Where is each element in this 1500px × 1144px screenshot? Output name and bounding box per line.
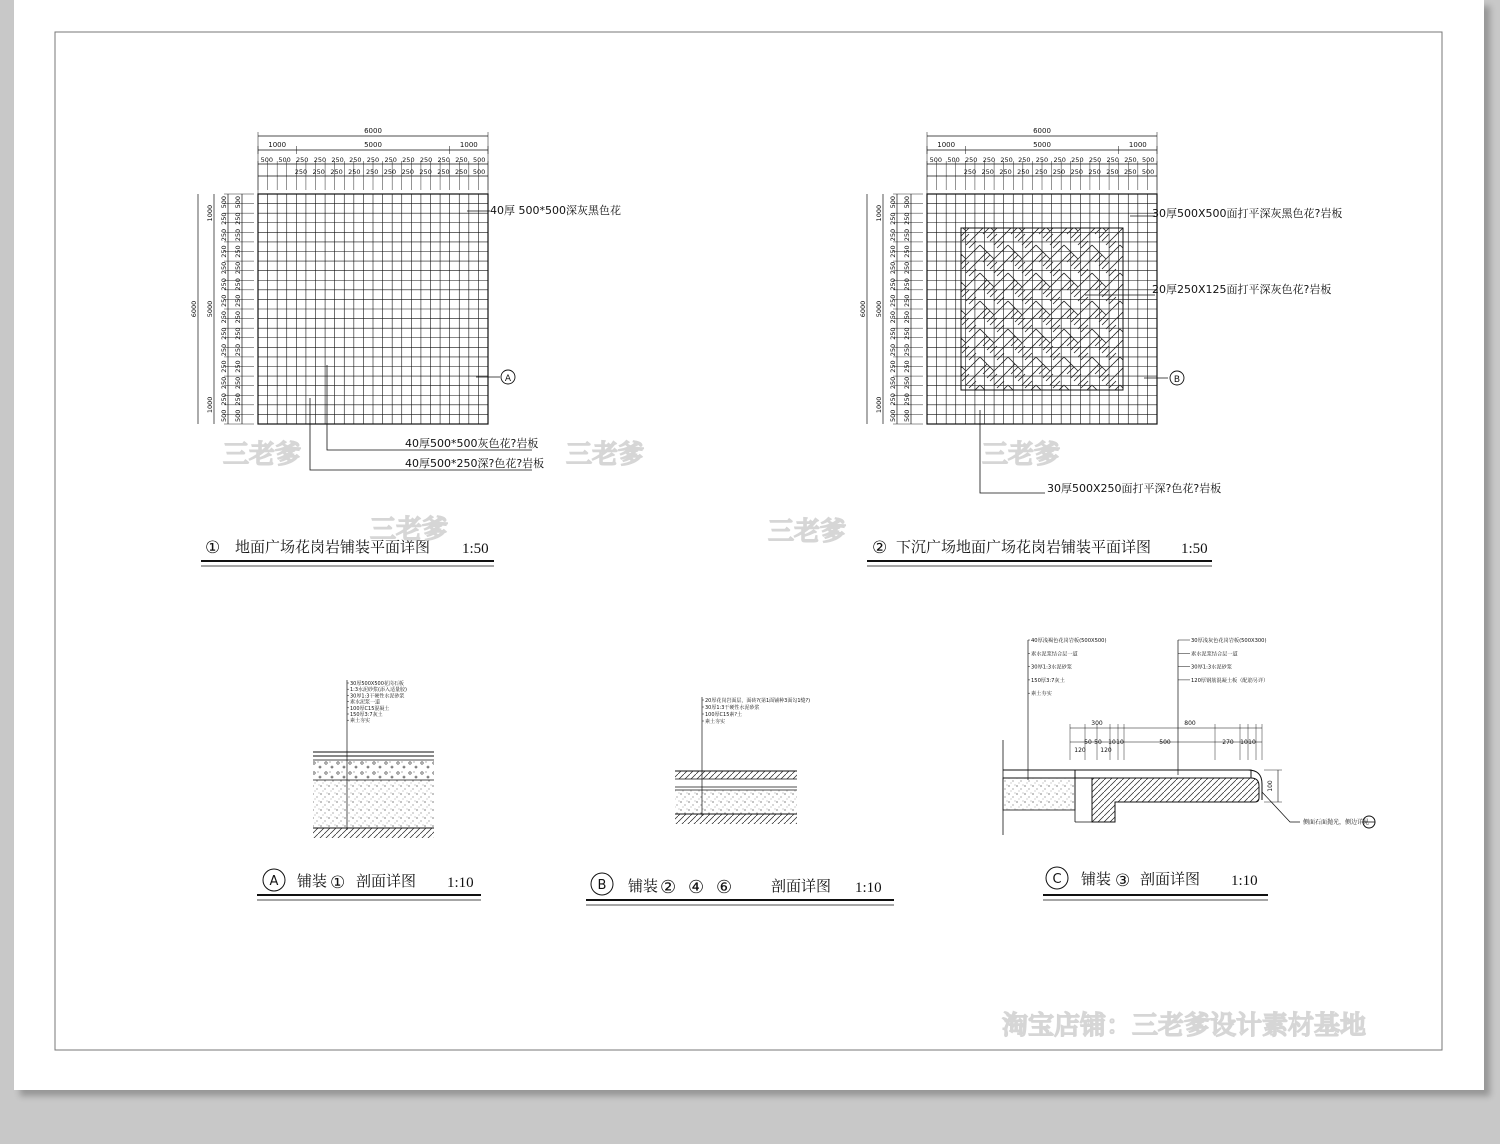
- svg-text:A: A: [269, 874, 279, 889]
- dim-text-cell: 250: [331, 156, 344, 164]
- plan-2-callout-3: 30厚500X250面打平深?色花?岩板: [1047, 482, 1222, 495]
- plan-2-scale: 1:50: [1181, 541, 1208, 557]
- note-text: 30厚1:3水泥砂浆: [1031, 664, 1072, 671]
- dim-text-cell: 250: [330, 168, 343, 176]
- dim-text-left-cell: 250: [220, 278, 228, 291]
- dim-text-left-cell: 250: [889, 343, 897, 357]
- note-text: 150厚3:7灰土: [1031, 677, 1065, 684]
- plan-1-scale: 1:50: [462, 541, 489, 557]
- dim-text-cell: 250: [1071, 156, 1084, 164]
- dim-text-left-cell: 250: [234, 311, 242, 324]
- dim-text-cell: 250: [294, 168, 308, 176]
- section-a-num: ①: [330, 873, 346, 893]
- dim-text-cell: 250: [1088, 156, 1102, 164]
- plan-1-callout-bottom-1: 40厚500*500灰色花?岩板: [405, 437, 539, 450]
- plan-2-callout-2: 20厚250X125面打平深灰色花?岩板: [1152, 283, 1332, 296]
- dim-text-left-cell: 250: [234, 393, 242, 406]
- note-text: 20厚花岗岩面层，面砖?(第1面铺种3面勾1缝?): [705, 698, 811, 704]
- dim-text: 300: [1091, 720, 1103, 727]
- dim-text-left-cell: 250: [889, 294, 897, 307]
- dim-text-cell: 250: [1088, 168, 1101, 176]
- section-b-scale: 1:10: [855, 880, 882, 896]
- dim-text-left-cell: 500: [889, 196, 897, 209]
- dim-text-left-cell: 250: [903, 294, 911, 307]
- watermark-1: 三老爹: [223, 440, 302, 470]
- svg-text:B: B: [1173, 375, 1181, 385]
- section-c-scale: 1:10: [1231, 873, 1258, 889]
- section-c-label: 铺装: [1081, 870, 1112, 888]
- dim-text: 10: [1240, 739, 1248, 746]
- dim-text-cell: 250: [437, 156, 450, 164]
- dim-text-cell: 250: [402, 156, 415, 164]
- plan-2-herringbone-field: [961, 228, 1123, 390]
- dim-text-left-cell: 500: [903, 196, 911, 209]
- dim-text-cell: 250: [965, 156, 978, 164]
- plan-2: [859, 127, 1342, 566]
- dim-text-cell: 250: [384, 156, 397, 164]
- note-text: 素土夯实: [350, 718, 371, 725]
- dim-text-cell: 500: [278, 156, 291, 164]
- section-a: [257, 680, 481, 900]
- section-a-notes: [347, 680, 407, 724]
- dim-text-mid: 1000: [1128, 141, 1147, 149]
- dim-text-left-cell: 500: [889, 409, 897, 422]
- plan-2-callout-1: 30厚500X500面打平深灰黑色花?岩板: [1152, 207, 1343, 220]
- dim-text-cell: 500: [929, 156, 943, 164]
- section-b-label: 铺装: [628, 877, 659, 895]
- dim-text-left-cell: 250: [220, 294, 228, 307]
- dim-text-mid: 1000: [937, 141, 956, 149]
- dim-text-left-cell: 500: [220, 409, 228, 422]
- dim-text-left-total: 6000: [190, 300, 198, 318]
- section-b-num-2: ④: [688, 877, 705, 898]
- dim-text-left-cell: 250: [889, 376, 897, 390]
- watermark-4: 三老爹: [768, 517, 847, 547]
- dim-text-cell: 250: [313, 156, 327, 164]
- dim-text-cell: 250: [419, 168, 432, 176]
- dim-text-cell: 250: [1018, 156, 1031, 164]
- dim-text-cell: 250: [348, 168, 361, 176]
- dim-text-left-cell: 250: [234, 228, 242, 242]
- note-text: 40厚浅褐色花岗岩板(500X500): [1031, 638, 1107, 644]
- dim-text-cell: 250: [981, 168, 994, 176]
- dim-text-cell: 250: [1124, 156, 1137, 164]
- dim-text-left-cell: 250: [234, 245, 242, 258]
- section-a-scale: 1:10: [447, 875, 474, 891]
- dim-text-left-cell: 250: [889, 212, 897, 225]
- dim-text-left-cell: 250: [903, 393, 911, 406]
- note-text: 素水泥浆结合层一道: [1191, 651, 1238, 658]
- dim-text-left-cell: 250: [889, 278, 897, 291]
- watermark-5: 三老爹: [982, 440, 1061, 470]
- dim-text-left-cell: 250: [889, 327, 897, 340]
- dim-text-cell: 250: [999, 168, 1012, 176]
- dim-text-cell: 250: [296, 156, 309, 164]
- dim-text-total: 6000: [1033, 127, 1051, 135]
- dim-text-left-mid: 5000: [206, 300, 214, 318]
- dim-text-left-cell: 250: [234, 376, 242, 390]
- dim-text-cell: 500: [472, 156, 486, 164]
- note-text: 30厚500X500花岗石板: [350, 681, 404, 687]
- dim-text-left-cell: 250: [234, 278, 242, 291]
- section-a-title: 剖面详图: [356, 872, 417, 890]
- dim-text-left-cell: 500: [234, 196, 242, 209]
- dim-text-left-cell: 250: [903, 261, 911, 275]
- plan-1-title-num: ①: [205, 538, 221, 558]
- dim-text: 500: [1159, 739, 1171, 746]
- dim-text-left-cell: 250: [889, 311, 897, 324]
- dim-text-left-cell: 250: [220, 327, 228, 340]
- dim-text-left-cell: 250: [234, 294, 242, 307]
- svg-text:B: B: [597, 878, 607, 893]
- dim-text-cell: 250: [982, 156, 996, 164]
- dim-text: 10: [1108, 739, 1116, 746]
- section-c-num: ③: [1115, 871, 1131, 891]
- dim-text-cell: 250: [1034, 168, 1048, 176]
- dim-text-left-cell: 250: [220, 343, 228, 357]
- section-c: [1003, 636, 1375, 900]
- dim-text-left-cell: 250: [889, 228, 897, 242]
- dim-text-left-cell: 250: [220, 212, 228, 225]
- dim-text-left-cell: 250: [889, 360, 897, 373]
- dim-text-cell: 250: [366, 156, 380, 164]
- plan-1-callout-right: 40厚 500*500深灰黑色花: [490, 204, 621, 217]
- dim-text-left-cell: 500: [234, 409, 242, 422]
- dim-text-left-cell: 250: [234, 360, 242, 373]
- section-b-title: 剖面详图: [771, 877, 832, 895]
- note-text: 30厚浅灰色花岗岩板(500X300): [1191, 638, 1267, 644]
- plan-2-title: 下沉广场地面广场花岗岩铺装平面详图: [896, 538, 1152, 556]
- dim-text-cell: 250: [1035, 156, 1049, 164]
- dim-text: 10: [1248, 739, 1256, 746]
- dim-text-left-cell: 500: [903, 409, 911, 422]
- dim-text-left-cell: 250: [220, 228, 228, 242]
- svg-text:A: A: [504, 374, 512, 384]
- dim-text-cell: 250: [1124, 168, 1137, 176]
- note-text: 30厚1:3干硬性水泥砂浆: [350, 693, 405, 700]
- dim-text-left-cell: 250: [889, 393, 897, 406]
- dim-text-total: 6000: [364, 127, 382, 135]
- dim-text-mid: 1000: [268, 141, 287, 149]
- dim-text-cell: 250: [419, 156, 433, 164]
- dim-text-mid: 1000: [459, 141, 478, 149]
- note-text: 素土夯实: [705, 719, 726, 725]
- dim-text-left-cell: 250: [889, 245, 897, 258]
- dim-text: 800: [1184, 720, 1196, 727]
- note-text: 100厚C15混凝土: [350, 705, 390, 712]
- dim-text-cell: 250: [1070, 168, 1084, 176]
- dim-text-left-cell: 250: [220, 360, 228, 373]
- dim-text-cell: 250: [1017, 168, 1030, 176]
- dim-text-cell: 250: [349, 156, 362, 164]
- note-text: 素水泥浆一道: [350, 699, 381, 706]
- dim-text-left-mid: 5000: [875, 300, 883, 318]
- dim-text-cell: 500: [947, 156, 960, 164]
- dim-text-mid: 5000: [1033, 141, 1051, 149]
- dim-text-left-mid: 1000: [875, 396, 883, 414]
- dim-text-cell: 250: [455, 168, 468, 176]
- dim-text-left-cell: 250: [234, 343, 242, 357]
- dim-text-mid: 5000: [364, 141, 382, 149]
- dim-text-left-cell: 250: [903, 327, 911, 340]
- dim-text-left-cell: 250: [903, 228, 911, 242]
- plan-2-title-num: ②: [872, 538, 888, 558]
- note-text: 素土夯实: [1031, 691, 1052, 698]
- section-b: [586, 697, 894, 905]
- dim-text: 50: [1094, 739, 1102, 746]
- dim-text-left-cell: 250: [220, 393, 228, 406]
- dim-text-cell: 250: [437, 168, 450, 176]
- dim-text-left-cell: 250: [234, 327, 242, 340]
- dim-text-left-cell: 250: [234, 212, 242, 225]
- watermark-2: 三老爹: [566, 440, 645, 470]
- shop-watermark: 淘宝店铺：三老爹设计素材基地: [1002, 1011, 1367, 1041]
- section-b-notes: [702, 697, 810, 725]
- note-text: 30厚1:3干硬性水泥砂浆: [705, 705, 760, 711]
- dim-text-left-cell: 250: [903, 212, 911, 225]
- dim-text-cell: 500: [1141, 168, 1155, 176]
- plan-1-title: 地面广场花岗岩铺装平面详图: [235, 538, 431, 556]
- dim-text-left-cell: 250: [220, 376, 228, 390]
- dim-text-left-cell: 250: [903, 245, 911, 258]
- dim-text-cell: 500: [260, 156, 274, 164]
- dim-text-left-cell: 250: [903, 343, 911, 357]
- note-text: 1:3水泥砂浆(添入适量胶): [350, 687, 407, 694]
- dim-text: 120: [1100, 747, 1112, 754]
- note-text: 100厚C15素?土: [705, 712, 743, 718]
- svg-text:C: C: [1052, 872, 1062, 887]
- dim-text-left-cell: 250: [220, 245, 228, 258]
- dim-text-left-mid: 1000: [206, 396, 214, 414]
- note-text: 30厚1:3水泥砂浆: [1191, 664, 1232, 671]
- dim-text-left-mid: 1000: [206, 204, 214, 222]
- plan-1: [190, 127, 621, 566]
- dim-text: 120: [1074, 747, 1086, 754]
- dim-text-left-cell: 250: [220, 311, 228, 324]
- watermark-3: 三老爹: [370, 515, 449, 545]
- note-text: 120厚钢筋混凝土板（配筋另详）: [1191, 677, 1269, 684]
- dim-text-left-cell: 250: [903, 360, 911, 373]
- dim-text-cell: 250: [383, 168, 397, 176]
- section-b-num-3: ⑥: [716, 877, 733, 898]
- dim-text-cell: 500: [472, 168, 486, 176]
- dim-text-left-cell: 250: [903, 376, 911, 390]
- dim-text-cell: 500: [1141, 156, 1155, 164]
- dim-text-cell: 250: [1052, 168, 1066, 176]
- section-a-label: 铺装: [297, 872, 328, 890]
- section-b-num-1: ②: [660, 877, 677, 898]
- dim-text-left-cell: 250: [889, 261, 897, 275]
- dim-text-left-cell: 500: [220, 196, 228, 209]
- section-c-side-note: 侧面石面抛光，侧边详见: [1303, 819, 1370, 826]
- note-text: 素水泥浆结合层一道: [1031, 651, 1078, 658]
- dim-text-cell: 250: [963, 168, 977, 176]
- dim-text-cell: 250: [1106, 156, 1119, 164]
- dim-text-left-cell: 250: [234, 261, 242, 275]
- dim-text: 50: [1084, 739, 1092, 746]
- dim-text-cell: 250: [312, 168, 325, 176]
- dim-text-cell: 250: [1053, 156, 1066, 164]
- watermarks: [223, 440, 1366, 1041]
- dim-text-cell: 250: [1106, 168, 1119, 176]
- dim-text-cell: 250: [365, 168, 379, 176]
- note-text: 150厚3:7灰土: [350, 712, 383, 718]
- dim-text-left-mid: 1000: [875, 204, 883, 222]
- dim-text: 270: [1222, 739, 1234, 746]
- dim-text-left-cell: 250: [903, 311, 911, 324]
- section-c-notes: [1028, 636, 1268, 697]
- dim-text: 10: [1116, 739, 1124, 746]
- dim-text-left-total: 6000: [859, 300, 867, 318]
- dim-text: 100: [1267, 780, 1274, 792]
- dim-text-cell: 250: [401, 168, 415, 176]
- dim-text-cell: 250: [455, 156, 468, 164]
- section-c-title: 剖面详图: [1140, 870, 1201, 888]
- dim-text-left-cell: 250: [903, 278, 911, 291]
- plan-1-callout-bottom-2: 40厚500*250深?色花?岩板: [405, 457, 545, 470]
- dim-text-cell: 250: [1000, 156, 1013, 164]
- dim-text-left-cell: 250: [220, 261, 228, 275]
